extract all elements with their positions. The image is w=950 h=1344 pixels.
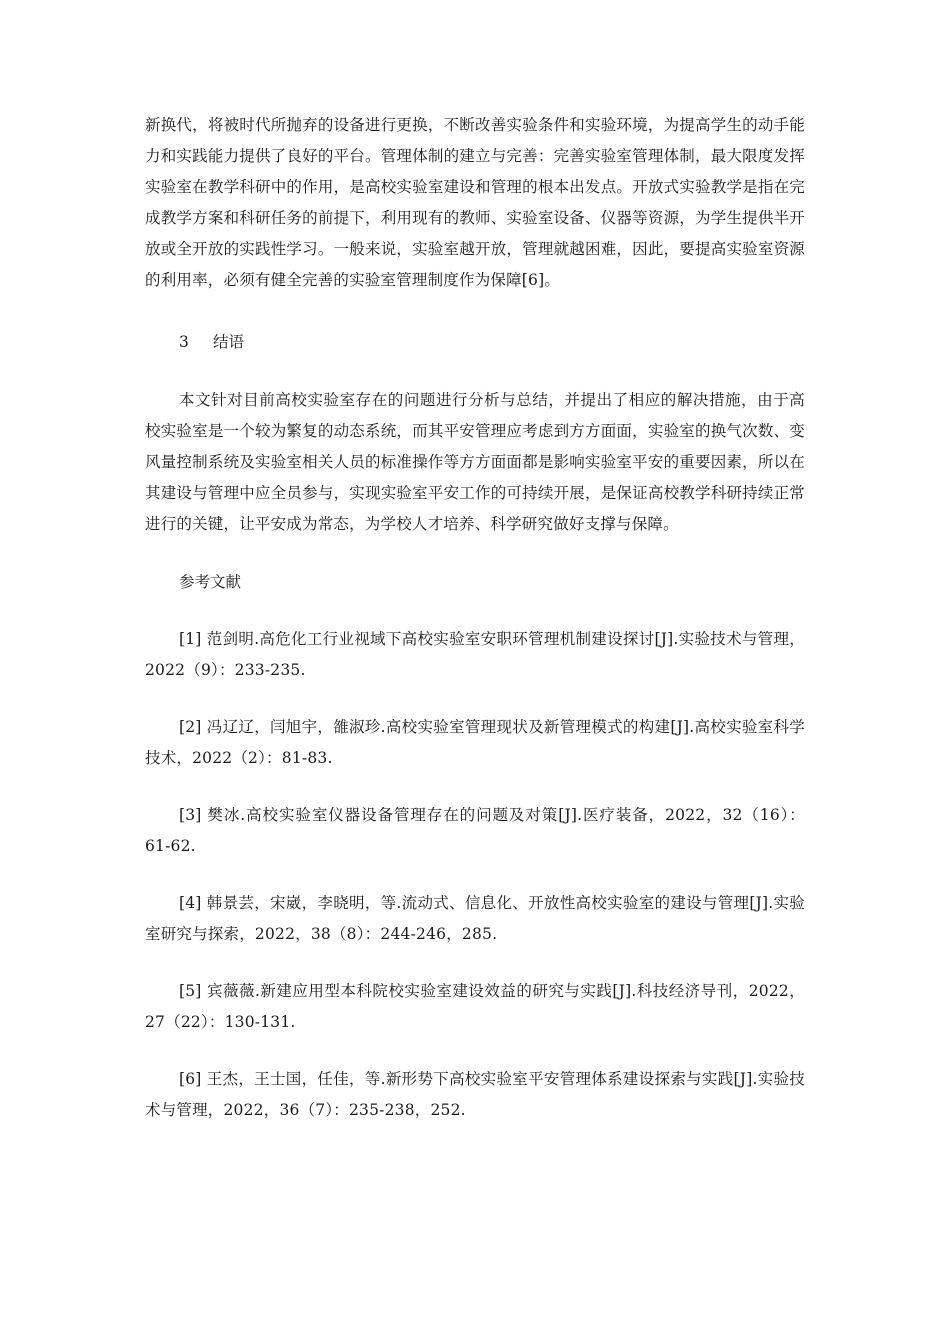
reference-item: [5] 宾薇薇.新建应用型本科院校实验室建设效益的研究与实践[J].科技经济导刊，2022，27（22）：130-131.: [145, 982, 805, 1031]
references-heading: 参考文献: [179, 573, 242, 591]
spacer: [145, 774, 805, 800]
reference-item: [6] 王杰，王士国，任佳，等.新形势下高校实验室平安管理体系建设探索与实践[J].实验技术与管理，2022，36（7）：235-238，252.: [145, 1070, 805, 1119]
document-page: [145, 110, 805, 1126]
spacer: [145, 686, 805, 712]
spacer: [145, 296, 805, 327]
reference-item: [2] 冯辽辽，闫旭宇，雒淑珍.高校实验室管理现状及新管理模式的构建[J].高校实验室科学技术，2022（2）：81-83.: [145, 718, 805, 767]
reference-item: [1] 范剑明.高危化工行业视域下高校实验室安职环管理机制建设探讨[J].实验技术与管理，2022（9）：233-235.: [145, 630, 805, 679]
section-heading-conclusion: [145, 327, 805, 358]
reference-item: [4] 韩景芸，宋崴，李晓明，等.流动式、信息化、开放性高校实验室的建设与管理[J].实验室研究与探索，2022，38（8）：244-246，285.: [145, 894, 805, 943]
spacer: [145, 1038, 805, 1064]
spacer: [145, 358, 805, 385]
section-number: 3: [179, 333, 189, 351]
spacer: [145, 598, 805, 624]
section-title: 结语: [213, 333, 245, 351]
reference-item: [3] 樊冰.高校实验室仪器设备管理存在的问题及对策[J].医疗装备，2022，32（16）：61-62.: [145, 806, 805, 855]
body-paragraph-continuation: 新换代，将被时代所抛弃的设备进行更换，不断改善实验条件和实验环境，为提高学生的动手能力和实践能力提供了良好的平台。管理体制的建立与完善：完善实验室管理体制，最大限度发挥实验室在教学科研中的作用，是高校实验室建设和管理的根本出发点。开放式实验教学是指在完成教学方案和科研任务的前提下，利用现有的教师、实验室设备、仪器等资源，为学生提供半开放或全开放的实践性学习。一般来说，实验室越开放，管理就越困难，因此，要提高实验室资源的利用率，必须有健全完善的实验室管理制度作为保障[6]。: [145, 116, 805, 289]
conclusion-paragraph: 本文针对目前高校实验室存在的问题进行分析与总结，并提出了相应的解决措施，由于高校实验室是一个较为繁复的动态系统，而其平安管理应考虑到方方面面，实验室的换气次数、变风量控制系统及实验室相关人员的标准操作等方方面面都是影响实验室平安的重要因素，所以在其建设与管理中应全员参与，实现实验室平安工作的可持续开展，是保证高校教学科研持续正常进行的关键，让平安成为常态，为学校人才培养、科学研究做好支撑与保障。: [145, 391, 805, 533]
spacer: [145, 950, 805, 976]
spacer: [145, 540, 805, 567]
spacer: [145, 862, 805, 888]
